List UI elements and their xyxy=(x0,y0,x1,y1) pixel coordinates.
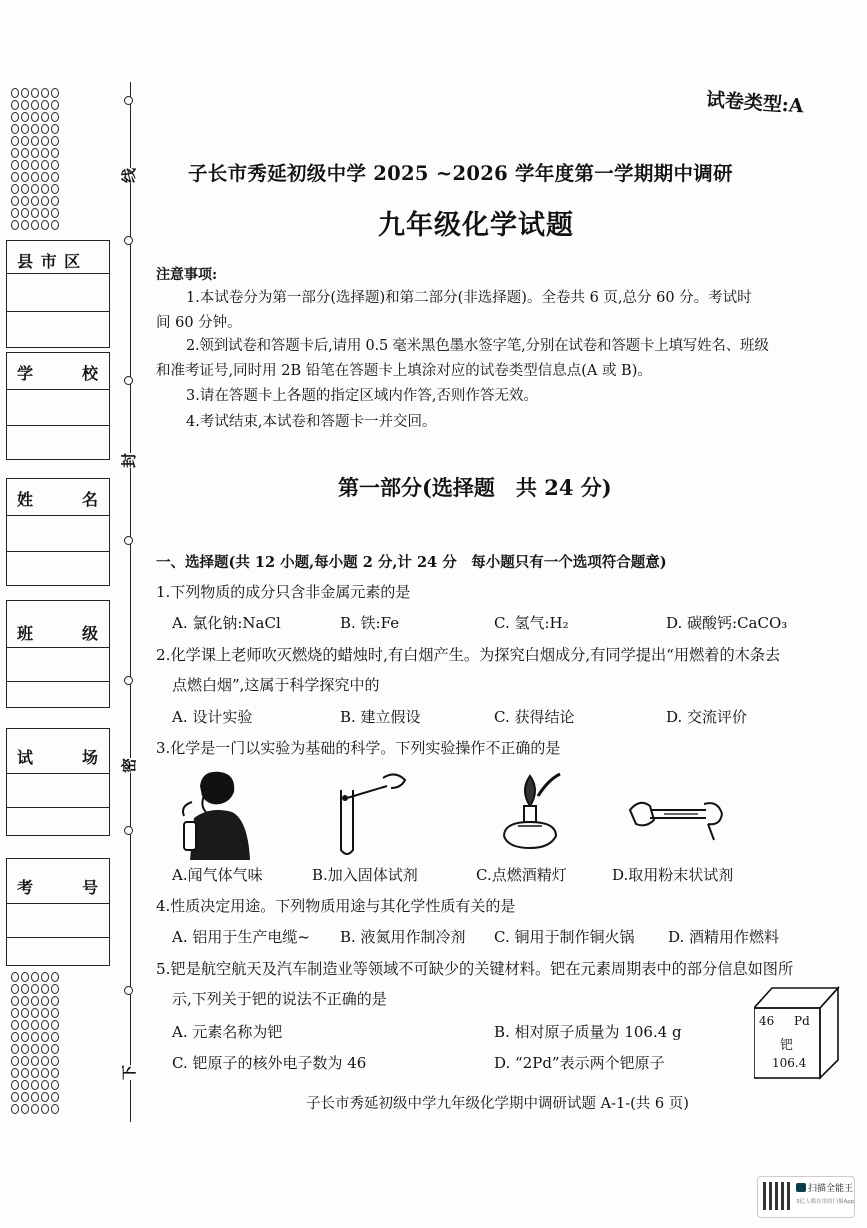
info-label: 县 市 区 xyxy=(17,252,82,271)
binding-dot xyxy=(11,1032,19,1042)
binding-dot xyxy=(31,984,39,994)
binding-dot xyxy=(31,196,39,206)
binding-dot xyxy=(21,172,29,182)
question-5-stem: 5.钯是航空航天及汽车制造业等领域不可缺少的关键材料。钯在元素周期表中的部分信息如图所 xyxy=(156,960,794,978)
scanner-slogan: 3亿人都在用的扫描App xyxy=(796,1199,855,1205)
binding-dot xyxy=(11,124,19,134)
binding-dot xyxy=(31,1080,39,1090)
figure-add-solid xyxy=(325,762,415,860)
notes-line: 间 60 分钟。 xyxy=(156,315,242,331)
q5-option-b: B. 相对原子质量为 106.4 g xyxy=(494,1023,682,1041)
q3-option-a: A.闻气体气味 xyxy=(172,866,263,884)
binding-dot xyxy=(31,160,39,170)
binding-dot xyxy=(51,148,59,158)
binding-circle xyxy=(124,826,133,835)
q2-option-d: D. 交流评价 xyxy=(666,708,748,726)
binding-dot xyxy=(41,196,49,206)
binding-dot xyxy=(51,1068,59,1078)
binding-dot xyxy=(11,184,19,194)
binding-dot xyxy=(31,220,39,230)
binding-dot xyxy=(21,160,29,170)
binding-dot xyxy=(11,972,19,982)
binding-dot xyxy=(31,1032,39,1042)
notes-line: 4.考试结束,本试卷和答题卡一并交回。 xyxy=(186,414,437,430)
figure-smell-gas xyxy=(170,766,260,860)
school-title: 子长市秀延初级中学 2025 ~2026 学年度第一学期期中调研 xyxy=(188,162,733,185)
figure-light-lamp xyxy=(494,766,574,860)
binding-dot xyxy=(31,172,39,182)
binding-dot xyxy=(41,184,49,194)
binding-dot xyxy=(11,112,19,122)
notes-line: 1.本试卷分为第一部分(选择题)和第二部分(非选择题)。全卷共 6 页,总分 60 分。考试时 xyxy=(186,290,752,306)
binding-dots-bottom xyxy=(10,972,68,1117)
binding-dot xyxy=(51,1020,59,1030)
binding-dot xyxy=(51,208,59,218)
binding-dot xyxy=(41,996,49,1006)
binding-dot xyxy=(31,1068,39,1078)
binding-dot xyxy=(21,112,29,122)
binding-dot xyxy=(11,984,19,994)
binding-char: 封 xyxy=(120,452,139,469)
part1-title: 第一部分(选择题 共 24 分) xyxy=(338,475,612,500)
binding-dot xyxy=(11,196,19,206)
qr-code-icon xyxy=(763,1182,791,1210)
binding-dot xyxy=(11,172,19,182)
binding-dot xyxy=(11,1104,19,1114)
notes-line: 2.领到试卷和答题卡后,请用 0.5 毫米黑色墨水签字笔,分别在试卷和答题卡上填写姓名、班级 xyxy=(186,338,769,354)
element-name: 钯 xyxy=(780,1038,794,1053)
scanner-logo-icon xyxy=(796,1183,806,1192)
binding-dot xyxy=(31,136,39,146)
binding-dot xyxy=(31,972,39,982)
binding-dot xyxy=(21,972,29,982)
q5-option-c: C. 钯原子的核外电子数为 46 xyxy=(172,1054,367,1072)
info-box-county xyxy=(6,240,110,348)
binding-dot xyxy=(31,184,39,194)
binding-dot xyxy=(21,1068,29,1078)
binding-dot xyxy=(21,1008,29,1018)
q4-option-a: A. 铝用于生产电缆~ xyxy=(172,928,310,946)
info-box-school xyxy=(6,352,110,460)
binding-dot xyxy=(21,1080,29,1090)
scanner-badge xyxy=(757,1176,855,1218)
binding-circle xyxy=(124,96,133,105)
q2-option-a: A. 设计实验 xyxy=(172,708,253,726)
q1-option-c: C. 氢气:H₂ xyxy=(494,614,569,632)
binding-dot xyxy=(11,136,19,146)
binding-dot xyxy=(51,1032,59,1042)
paper-type: 试卷类型:A xyxy=(705,88,805,118)
binding-dot xyxy=(31,1104,39,1114)
binding-char: 线 xyxy=(120,167,139,184)
notes-line: 和准考证号,同时用 2B 铅笔在答题卡上填涂对应的试卷类型信息点(A 或 B)。 xyxy=(156,363,652,379)
info-label: 号 xyxy=(81,878,99,897)
binding-char: 密 xyxy=(120,757,139,774)
binding-dot xyxy=(41,172,49,182)
q5-option-d: D. “2Pd”表示两个钯原子 xyxy=(494,1054,665,1072)
notes-line: 3.请在答题卡上各题的指定区域内作答,否则作答无效。 xyxy=(186,388,538,404)
binding-dot xyxy=(41,160,49,170)
question-4-stem: 4.性质决定用途。下列物质用途与其化学性质有关的是 xyxy=(156,897,516,915)
q4-option-b: B. 液氮用作制冷剂 xyxy=(340,928,466,946)
element-number: 46 xyxy=(759,1014,775,1028)
binding-dot xyxy=(41,1080,49,1090)
binding-dot xyxy=(21,1092,29,1102)
notes-heading: 注意事项: xyxy=(156,267,218,283)
binding-dot xyxy=(11,160,19,170)
binding-dot xyxy=(31,88,39,98)
element-symbol: Pd xyxy=(794,1014,810,1028)
element-mass: 106.4 xyxy=(772,1056,807,1070)
q3-option-c: C.点燃酒精灯 xyxy=(476,866,567,884)
binding-dot xyxy=(31,1092,39,1102)
question-5-stem-cont: 示,下列关于钯的说法不正确的是 xyxy=(172,990,387,1008)
binding-dot xyxy=(51,1056,59,1066)
info-label: 试 xyxy=(17,748,35,767)
binding-circle xyxy=(124,376,133,385)
binding-dot xyxy=(11,148,19,158)
binding-dot xyxy=(51,136,59,146)
q4-option-c: C. 铜用于制作铜火锅 xyxy=(494,928,635,946)
question-1-stem: 1.下列物质的成分只含非金属元素的是 xyxy=(156,583,411,601)
binding-dot xyxy=(11,220,19,230)
binding-dot xyxy=(51,984,59,994)
binding-dot xyxy=(31,1044,39,1054)
binding-dot xyxy=(31,1056,39,1066)
section-heading: 一、选择题(共 12 小题,每小题 2 分,计 24 分 每小题只有一个选项符合题意) xyxy=(156,554,667,571)
binding-dot xyxy=(11,1080,19,1090)
binding-dot xyxy=(31,100,39,110)
binding-dots-top xyxy=(10,88,68,238)
binding-dot xyxy=(21,100,29,110)
binding-dot xyxy=(31,996,39,1006)
binding-dot xyxy=(11,88,19,98)
info-label: 考 xyxy=(17,878,35,897)
q2-option-b: B. 建立假设 xyxy=(340,708,421,726)
info-box-class xyxy=(6,600,110,708)
binding-dot xyxy=(21,984,29,994)
binding-circle xyxy=(124,676,133,685)
binding-dot xyxy=(51,996,59,1006)
q1-option-b: B. 铁:Fe xyxy=(340,614,400,632)
binding-dot xyxy=(51,196,59,206)
question-2-stem: 2.化学课上老师吹灭燃烧的蜡烛时,有白烟产生。为探究白烟成分,有同学提出“用燃着的木条去 xyxy=(156,646,781,664)
binding-dot xyxy=(51,1092,59,1102)
binding-dot xyxy=(11,1056,19,1066)
binding-dot xyxy=(41,1056,49,1066)
binding-dot xyxy=(41,1068,49,1078)
binding-dot xyxy=(41,1104,49,1114)
info-label: 场 xyxy=(81,748,99,767)
binding-dot xyxy=(51,100,59,110)
binding-dot xyxy=(21,88,29,98)
binding-dot xyxy=(21,1044,29,1054)
binding-dot xyxy=(31,124,39,134)
binding-dot xyxy=(41,220,49,230)
binding-dot xyxy=(41,88,49,98)
question-2-stem-cont: 点燃白烟”,这属于科学探究中的 xyxy=(172,676,380,694)
binding-dot xyxy=(41,112,49,122)
binding-circle xyxy=(124,986,133,995)
binding-dot xyxy=(21,136,29,146)
binding-dot xyxy=(51,112,59,122)
binding-dot xyxy=(51,1008,59,1018)
q1-option-d: D. 碳酸钙:CaCO₃ xyxy=(666,614,788,632)
info-box-number xyxy=(6,858,110,966)
q2-option-c: C. 获得结论 xyxy=(494,708,575,726)
page-footer: 子长市秀延初级中学九年级化学期中调研试题 A-1-(共 6 页) xyxy=(306,1096,689,1112)
binding-dot xyxy=(31,148,39,158)
info-box-name xyxy=(6,478,110,586)
binding-dot xyxy=(21,220,29,230)
binding-dot xyxy=(21,1020,29,1030)
binding-dot xyxy=(21,208,29,218)
binding-dot xyxy=(11,100,19,110)
binding-dot xyxy=(51,184,59,194)
binding-dot xyxy=(21,1104,29,1114)
question-3-stem: 3.化学是一门以实验为基础的科学。下列实验操作不正确的是 xyxy=(156,739,561,757)
binding-dot xyxy=(41,1032,49,1042)
q3-option-b: B.加入固体试剂 xyxy=(312,866,418,884)
binding-dot xyxy=(51,1104,59,1114)
binding-dot xyxy=(51,1044,59,1054)
binding-dot xyxy=(51,172,59,182)
binding-dot xyxy=(51,220,59,230)
binding-dot xyxy=(41,1020,49,1030)
binding-char: 下 xyxy=(120,1064,139,1081)
binding-dot xyxy=(51,88,59,98)
binding-dot xyxy=(51,1080,59,1090)
binding-dot xyxy=(31,112,39,122)
binding-dot xyxy=(21,1032,29,1042)
figure-take-powder xyxy=(624,780,728,850)
binding-circle xyxy=(124,236,133,245)
q1-option-a: A. 氯化钠:NaCl xyxy=(172,614,281,632)
binding-dot xyxy=(41,1008,49,1018)
binding-dot xyxy=(11,1044,19,1054)
binding-dot xyxy=(31,1008,39,1018)
binding-dot xyxy=(31,1020,39,1030)
binding-dot xyxy=(11,1008,19,1018)
binding-dot xyxy=(11,996,19,1006)
binding-dot xyxy=(21,1056,29,1066)
binding-dot xyxy=(11,1020,19,1030)
binding-dot xyxy=(41,984,49,994)
scanner-name: 扫描全能王 xyxy=(808,1184,854,1194)
binding-dot xyxy=(51,160,59,170)
binding-dot xyxy=(21,196,29,206)
q5-option-a: A. 元素名称为钯 xyxy=(172,1023,283,1041)
element-card xyxy=(754,986,840,1080)
binding-dot xyxy=(21,148,29,158)
binding-circle xyxy=(124,536,133,545)
binding-dot xyxy=(21,996,29,1006)
binding-dot xyxy=(41,1044,49,1054)
info-label: 名 xyxy=(81,490,99,509)
binding-dot xyxy=(41,208,49,218)
info-box-room xyxy=(6,728,110,836)
q3-option-d: D.取用粉末状试剂 xyxy=(612,866,734,884)
binding-dot xyxy=(11,208,19,218)
exam-title: 九年级化学试题 xyxy=(378,210,574,241)
info-label: 学 xyxy=(17,364,35,383)
info-label: 班 xyxy=(17,624,35,643)
binding-dot xyxy=(41,136,49,146)
q4-option-d: D. 酒精用作燃料 xyxy=(668,928,780,946)
info-label: 校 xyxy=(81,364,99,383)
binding-dot xyxy=(41,124,49,134)
binding-dot xyxy=(41,1092,49,1102)
binding-dot xyxy=(21,124,29,134)
binding-dot xyxy=(11,1092,19,1102)
binding-dot xyxy=(41,100,49,110)
binding-dot xyxy=(31,208,39,218)
binding-dot xyxy=(11,1068,19,1078)
binding-dot xyxy=(21,184,29,194)
binding-dot xyxy=(51,124,59,134)
info-label: 级 xyxy=(81,624,99,643)
binding-dot xyxy=(41,972,49,982)
binding-dot xyxy=(41,148,49,158)
binding-dot xyxy=(51,972,59,982)
info-label: 姓 xyxy=(17,490,35,509)
